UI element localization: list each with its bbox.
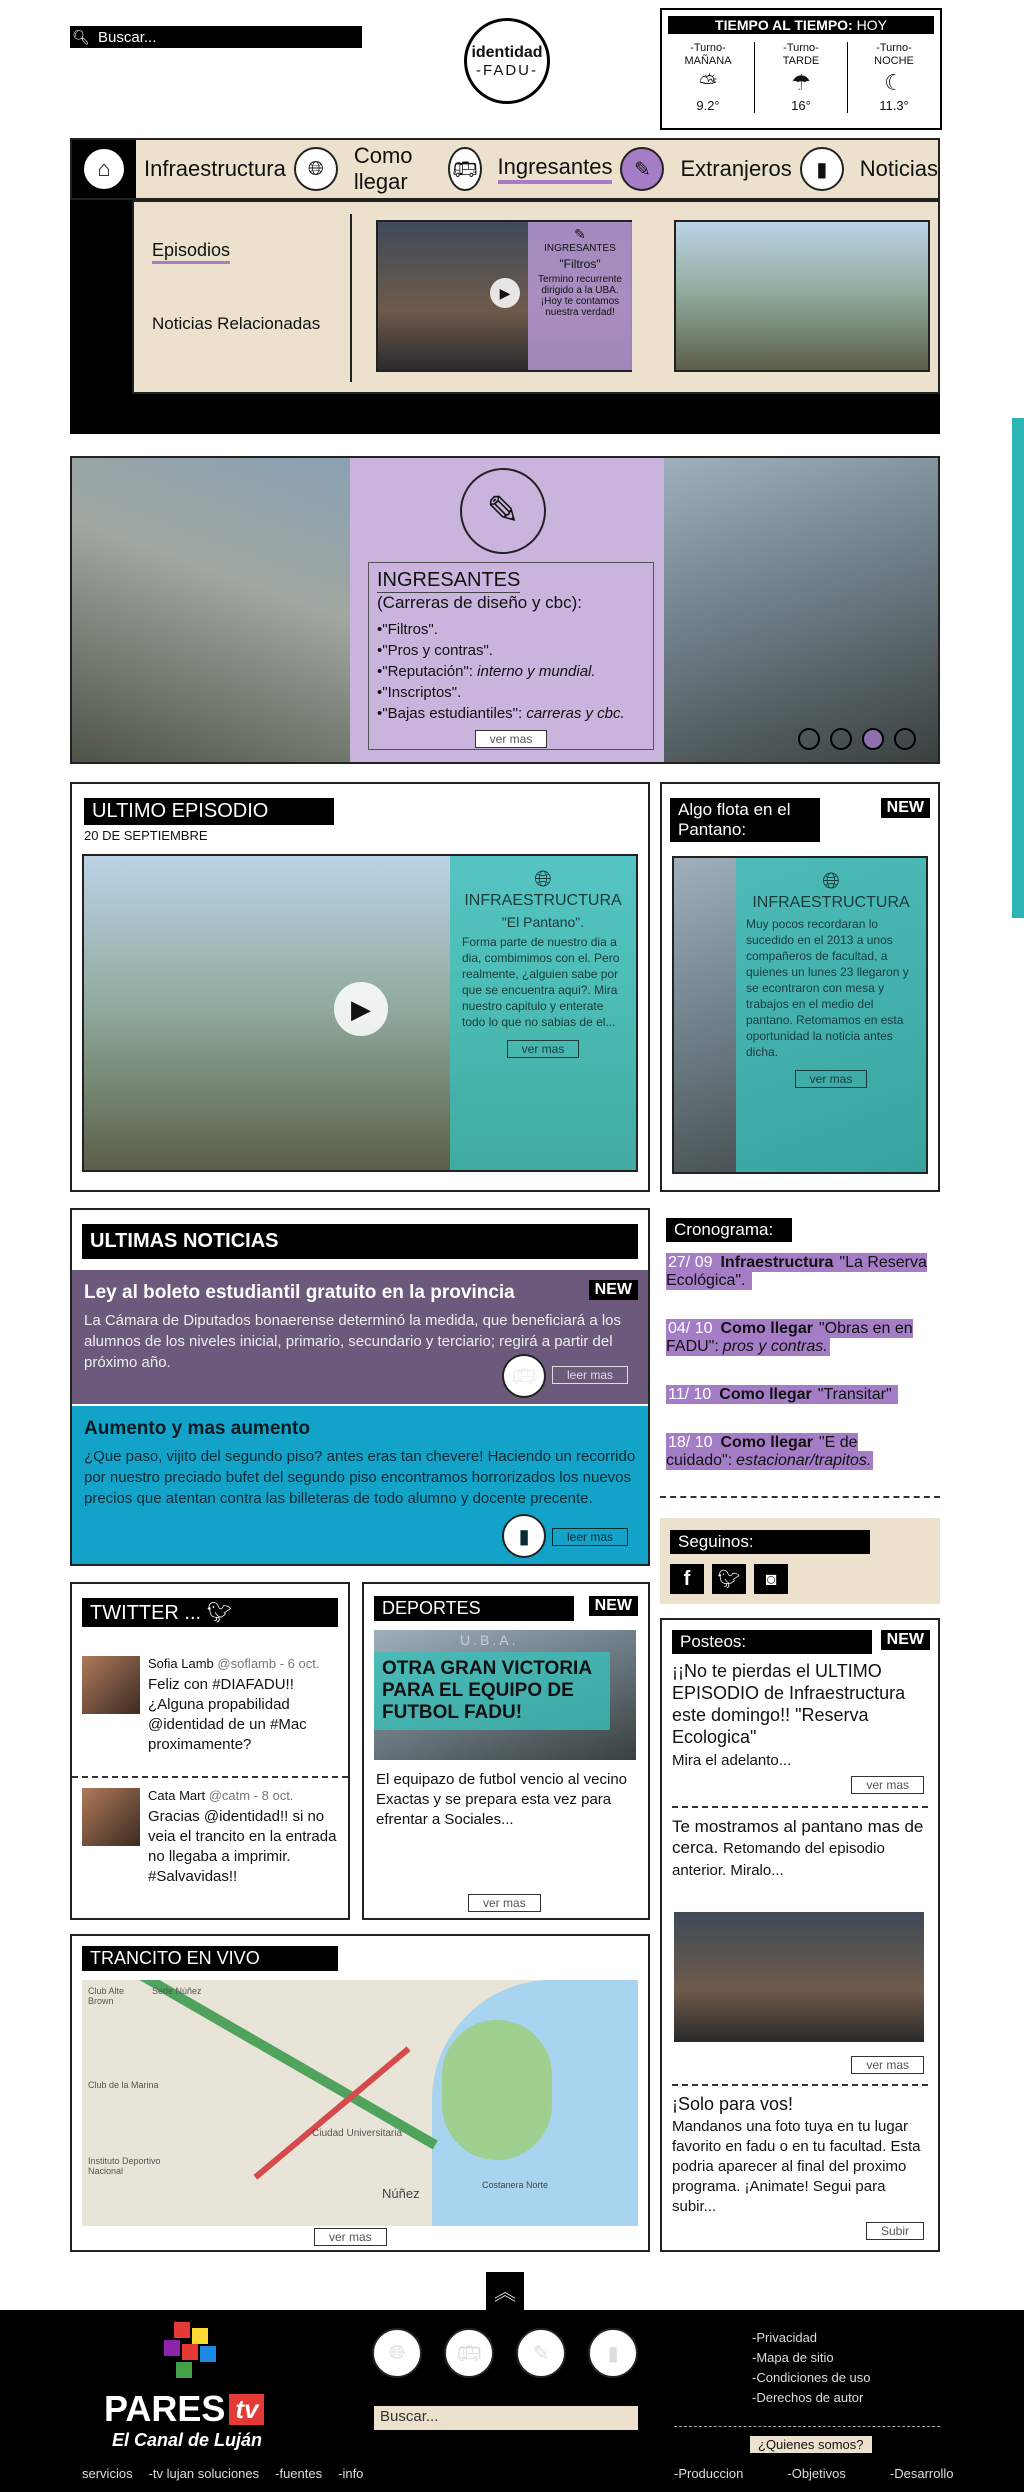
weather-turn: -Turno- NOCHE [874,42,914,67]
cronograma [660,1208,940,1498]
main-nav [70,138,940,200]
home-button[interactable] [72,140,136,198]
nav-ingresantes[interactable]: Ingresantes ✎ [498,147,665,191]
post-title: ¡Solo para vos! [672,2094,794,2114]
rain-cloud-icon: ☂ [791,70,811,95]
hero-title: INGRESANTES [377,569,521,591]
tweet-handle: @catm - 8 oct. [208,1788,294,1803]
overlay-title: "El Pantano". [501,914,585,930]
new-badge: NEW [881,798,930,818]
post-sub: Mira el adelanto... [672,1752,792,1769]
new-badge: NEW [589,1596,638,1616]
cronograma-item[interactable]: 27/ 09 Infraestructura "La Reserva Ecológica". [666,1254,927,1289]
cronograma-item[interactable]: 04/ 10 Como llegar "Obras en en FADU": pros y contras. [666,1320,913,1355]
post-more-button[interactable]: ver mas [851,1776,924,1794]
footer-bottom-links [82,2466,363,2481]
news-item[interactable] [72,1270,648,1404]
tweet-text: Feliz con #DIAFADU!! ¿Alguna propabilidad @identidad de un #Mac proximamente? [148,1676,307,1753]
moon-icon: ☾ [884,70,904,95]
latest-episode-card [70,782,650,1192]
scroll-top-button[interactable] [486,2272,524,2310]
footer-link[interactable]: -Derechos de autor [752,2390,864,2405]
deportes-image[interactable] [374,1630,636,1760]
post-sub: Mandanos una foto tuya en tu lugar favorito en fadu o en tu facultad. Esta podria aparecer al final del proximo programa. ¡Animate! Segui para subir... [672,2118,921,2215]
site-logo[interactable] [464,18,550,104]
tweet[interactable] [72,1778,348,1910]
news-item-title: Ley al boleto estudiantil gratuito en la provincia [84,1282,515,1303]
posteos-card [660,1618,940,2252]
weather-column [755,42,848,113]
cronograma-list [666,1254,934,1500]
who-button[interactable]: ¿Quienes somos? [750,2436,872,2453]
episode-overlay [450,856,636,1170]
post-title: Te mostramos al pantano mas de cerca. Retomando del episodio anterior. Miralo... [672,1817,924,1879]
map-label: Club Alte Brown [88,1986,125,2006]
post-item[interactable] [672,2094,928,2244]
play-icon[interactable]: ▶ [334,982,388,1036]
overlay-tag: INFRAESTRUCTURA [752,894,910,911]
news-more-button[interactable]: leer mas [552,1528,628,1546]
news-more-button[interactable]: leer mas [552,1366,628,1384]
home-icon: ⌂ [84,149,124,189]
new-badge: NEW [881,1630,930,1650]
cronograma-item[interactable]: 11/ 10 Como llegar "Transitar" [666,1386,934,1404]
traffic-map[interactable] [82,1980,638,2226]
news-label: ULTIMAS NOTICIAS [82,1224,638,1259]
bus-icon[interactable]: 🚌︎ [444,2328,494,2378]
carousel-dot[interactable] [830,728,852,750]
footer-links [752,2328,871,2408]
hero-bullet: •"Reputación": interno y mundial. [377,663,596,680]
deportes-text: El equipazo de futbol vencio al vecino Exactas y se prepara esta vez para efrentar a Sociales... [376,1771,628,1828]
header [0,0,1024,135]
news-item-text: La Cámara de Diputados bonaerense determinó la medida, que beneficiará a los alumnos de los niveles inicial, primario, secundario y terciario; regirá a partir del próximo año. [84,1312,622,1371]
dropdown-divider [350,214,352,382]
news-card [70,1208,650,1566]
carousel-dot[interactable] [798,728,820,750]
post-title: ¡¡No te pierdas el ULTIMO EPISODIO de Infraestructura este domingo!! "Reserva Ecologica" [672,1661,906,1747]
hero-image-left [72,458,350,762]
overlay-text: Forma parte de nuestro dia a dia, combimimos con el. Pero realmente, ¿alguien sabe por que se encuentra aqui?. Mira nuestro capitulo y enterate todo lo que no sabias de el... [462,935,620,1029]
footer-link[interactable]: -fuentes [275,2466,323,2481]
post-item[interactable] [672,1816,928,2086]
hero-bullets [377,619,645,724]
overlay-tag: INFRAESTRUCTURA [464,892,622,909]
footer-link[interactable]: -Objetivos [787,2466,846,2481]
footer-link[interactable]: servicios [82,2466,133,2481]
passport-icon[interactable]: ▮ [588,2328,638,2378]
post-image[interactable] [674,1912,924,2042]
hero-carousel [70,456,940,764]
carousel-dot-active[interactable] [862,728,884,750]
transito-label: TRANCITO EN VIVO [82,1946,338,1971]
avatar [82,1656,140,1714]
play-icon[interactable]: ▶ [490,278,520,308]
logo-bottom: -FADU- [476,61,538,79]
cronograma-item[interactable]: 18/ 10 Como llegar "E de cuidado": estacionar/trapitos. [666,1434,872,1469]
hero-text-box [368,562,654,750]
card-tag: INGRESANTES [544,243,616,254]
upload-button[interactable]: Subir [866,2222,924,2240]
dropdown-episodes[interactable]: Episodios [152,240,230,264]
dropdown-card-overlay [528,222,632,370]
post-item[interactable] [672,1660,928,1808]
hero-more-button[interactable]: ver mas [475,730,548,748]
footer [0,2310,1024,2492]
deportes-more-button[interactable]: ver mas [468,1894,541,1912]
posteos-label: Posteos: [672,1630,872,1654]
weather-column [848,42,940,113]
dropdown-related[interactable]: Noticias Relacionadas [152,314,321,333]
bus-icon: 🚌︎ [502,1354,546,1398]
carousel-dots [798,728,916,750]
pencil-icon[interactable]: ✎ [516,2328,566,2378]
globe-icon[interactable]: 🌐︎ [372,2328,422,2378]
algo-more-button[interactable]: ver mas [795,1070,868,1088]
map-label: Club de la Marina [88,2080,159,2090]
twitter-bird-icon: 🐦︎ [206,1602,233,1624]
nav-extranjeros[interactable]: Extranjeros ▮ [680,147,843,191]
weather-turn: -Turno- MAÑANA [684,42,732,67]
news-item[interactable] [72,1406,648,1564]
weather-turn: -Turno- TARDE [782,42,820,67]
weather-column [662,42,755,113]
twitter-icon[interactable]: 🐦︎ [712,1564,746,1594]
map-park [442,2020,552,2160]
weather-widget [660,8,942,130]
sun-cloud-icon: ⛅︎ [699,70,717,95]
twitter-card [70,1582,350,1920]
hero-bullet: •"Inscriptos". [377,684,462,701]
overlay-text: Muy pocos recordaran lo sucedido en el 2013 a unos compañeros de facultad, a quienes un lunes 23 llegaron y se econtraron con mesa y trabajos en el medio del pantano. Retomamos en esta oportunidad la noticia antes dicha. [746,917,909,1059]
brand-name[interactable]: PARES tv [104,2388,264,2430]
algo-flota-card [660,782,940,1192]
footer-divider [674,2426,940,2427]
bus-icon: 🚌︎ [448,147,481,191]
search-icon[interactable]: 🔍︎ [72,28,90,45]
new-badge: NEW [589,1280,638,1300]
search-input[interactable]: Buscar... [92,29,156,46]
tweet-name: Sofia Lamb [148,1656,214,1671]
deportes-headline: OTRA GRAN VICTORIA PARA EL EQUIPO DE FUTBOL FADU! [374,1652,610,1730]
footer-link[interactable]: -Produccion [674,2466,744,2481]
hero-image-right [664,458,938,762]
dropdown-image[interactable] [674,220,930,372]
news-item-title: Aumento y mas aumento [84,1418,310,1439]
algo-image[interactable] [672,856,928,1174]
footer-bottom-links2 [674,2466,953,2481]
card-text: Termino recurrente dirigido a la UBA. ¡Hoy te contamos nuestra verdad! [538,274,622,318]
hero-bullet: •"Filtros". [377,621,438,638]
tweet-name: Cata Mart [148,1788,206,1803]
footer-link[interactable]: -Privacidad [752,2330,818,2345]
pencil-icon: ✎ [574,226,586,242]
map-label: Ciudad Universitaria [312,2128,403,2139]
episode-date: 20 DE SEPTIEMBRE [84,828,208,843]
tweet-text: Gracias @identidad!! si no veia el trancito en la entrada no llegaba a imprimir. #Salvavidas!! [148,1808,337,1885]
map-label: Sede Núñez [152,1986,202,1996]
carousel-dot[interactable] [894,728,916,750]
nav-infraestructura[interactable]: Infraestructura 🌐︎ [144,147,338,191]
passport-icon: ▮ [800,147,844,191]
dropdown-video-thumb[interactable] [376,220,632,372]
instagram-icon[interactable]: ◙ [754,1564,788,1594]
logo-top: identidad [471,43,543,61]
avatar [82,1788,140,1846]
globe-icon: 🌐︎ [822,868,840,893]
map-label: Instituto Deportivo Nacional [88,2156,161,2176]
search-bar[interactable] [70,26,362,48]
passport-icon: ▮ [502,1514,546,1558]
weather-temp: 9.2° [696,98,720,113]
hero-subtitle: (Carreras de diseño y cbc): [377,593,583,612]
footer-search-input[interactable]: Buscar... [374,2406,638,2430]
deportes-label: DEPORTES [374,1596,574,1621]
facebook-icon[interactable]: f [670,1564,704,1594]
map-label: Núñez [382,2186,420,2201]
globe-icon: 🌐︎ [534,866,552,891]
cronograma-label: Cronograma: [666,1218,792,1242]
deportes-card [362,1582,650,1920]
tweet[interactable] [72,1646,348,1778]
tweet-handle: @soflamb - 6 oct. [217,1656,320,1671]
nav-noticias[interactable]: Noticias [859,156,938,181]
footer-link[interactable]: -tv lujan soluciones [148,2466,260,2481]
weather-temp: 16° [791,98,811,113]
map-label: Costanera Norte [482,2180,549,2190]
pencil-icon: ✎ [460,468,546,554]
weather-temp: 11.3° [879,98,909,113]
pencil-icon: ✎ [620,147,664,191]
nav-dropdown [132,200,940,394]
footer-icons [372,2328,638,2378]
weather-title: TIEMPO AL TIEMPO: HOY [668,16,934,34]
uba-text: U.B.A. [460,1632,519,1648]
nav-como-llegar[interactable]: Como llegar 🚌︎ [354,143,482,195]
twitter-label: TWITTER ... 🐦︎ [82,1598,338,1627]
card-title: "Filtros" [559,257,601,271]
hero-center-panel [350,458,664,762]
algo-label: Algo flota en el Pantano: [670,798,820,842]
episode-label: ULTIMO EPISODIO [84,798,334,825]
transito-card [70,1934,650,2252]
brand-logo-icon [164,2322,230,2384]
globe-icon: 🌐︎ [294,147,338,191]
brand-tagline: El Canal de Luján [112,2430,263,2450]
footer-link[interactable]: -info [338,2466,364,2481]
seguinos-label: Seguinos: [670,1530,870,1554]
scroll-accent[interactable] [1012,418,1024,918]
episode-video[interactable] [82,854,638,1172]
post-more-button[interactable]: ver mas [851,2056,924,2074]
footer-link[interactable]: -Condiciones de uso [752,2370,871,2385]
footer-link[interactable]: -Desarrollo [889,2466,954,2481]
news-item-text: ¿Que paso, vijito del segundo piso? antes eras tan chevere! Haciendo un recorrido por nuestro preciado bufet del segundo piso encontramos horrorizados los nuevos precios que atentan contra las billeteras de todo alumno y docente precente. [84,1448,636,1507]
algo-overlay [736,858,926,1172]
seguinos [660,1518,940,1604]
hero-bullet: •"Pros y contras". [377,642,493,659]
transito-more-button[interactable]: ver mas [314,2228,387,2246]
footer-link[interactable]: -Mapa de sitio [752,2350,834,2365]
hero-bullet: •"Bajas estudiantiles": carreras y cbc. [377,705,625,722]
episode-more-button[interactable]: ver mas [507,1040,580,1058]
chevron-up-icon: ︽ [493,2279,516,2305]
